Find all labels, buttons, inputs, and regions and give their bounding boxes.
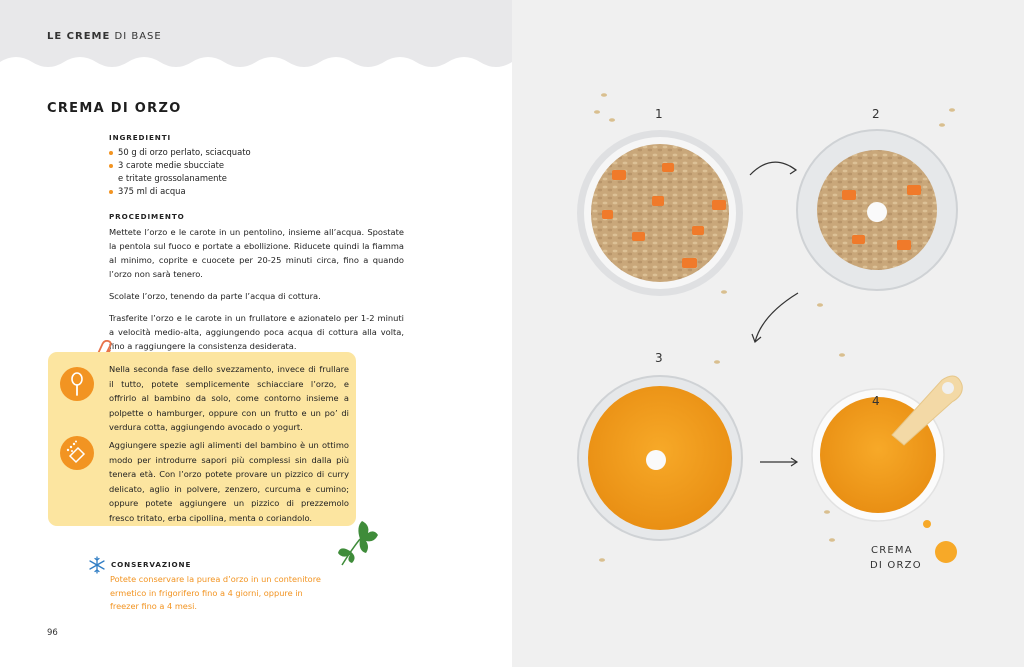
ingredient-item: 50 g di orzo perlato, sciacquato: [109, 146, 409, 159]
procedure-section: [109, 212, 404, 353]
recipe-title: CREMA DI ORZO: [47, 101, 182, 116]
step-number: 2: [872, 107, 880, 121]
conservation-text: Potete conservare la purea d’orzo in un contenitore ermetico in frigorifero fino a 4 giorni, oppure in freezer fino a 4 mesi.: [110, 574, 321, 611]
ingredient-item: 3 carote medie sbucciate e tritate grossolanamente: [109, 159, 409, 185]
page-number: 96: [47, 628, 58, 638]
photo-page: [512, 0, 1024, 667]
procedure-step: Scolate l’orzo, tenendo da parte l’acqua di cottura.: [109, 291, 321, 301]
snowflake-icon: [88, 556, 106, 574]
spice-icon: [60, 436, 94, 470]
step-4-photo: [812, 376, 962, 563]
recipe-step-photos: [512, 0, 1024, 667]
conservation-heading: CONSERVAZIONE: [111, 560, 192, 569]
tips-box: [48, 352, 356, 526]
step-3-photo: [578, 376, 742, 540]
bullet-icon: [109, 151, 113, 155]
ingredient-item: 375 ml di acqua: [109, 185, 409, 198]
procedure-step: Mettete l’orzo e le carote in un pentolino, insieme all’acqua. Spostate la pentola sul fuoco e portate a ebollizione. Riducete quindi la fiamma al minimo, coprite e cuocete per 20-25 minuti circa, fino a quando l’orzo non sarà tenero.: [109, 227, 404, 279]
ingredients-section: [109, 133, 409, 198]
bullet-icon: [109, 190, 113, 194]
procedure-heading: PROCEDIMENTO: [109, 212, 185, 221]
tip-text: Nella seconda fase dello svezzamento, invece di frullare il tutto, potete semplicemente schiacciare l’orzo, e offrirlo al bambino da solo, come contorno insieme a polpette o hamburger, oppure con un frutto e un po’ di verdura cotta, aggiungendo avocado o yogurt.: [109, 364, 349, 433]
step-arrows: [750, 162, 798, 466]
procedure-step: Trasferite l’orzo e le carote in un frullatore e azionatelo per 1-2 minuti a velocità medio-alta, aggiungendo poca acqua di cottura alla volta, fino a raggiungere la consistenza desiderata.: [109, 313, 404, 351]
coriander-leaf-icon: [330, 515, 386, 571]
step-2-photo: [797, 130, 957, 290]
section-label: LE CREME DI BASE: [47, 31, 162, 42]
final-dish-label: CREMA DI ORZO: [870, 545, 922, 571]
step-number: 1: [655, 107, 663, 121]
step-1-photo: [577, 130, 743, 296]
spoon-icon: [60, 367, 94, 401]
step-number: 3: [655, 351, 663, 365]
bullet-icon: [109, 164, 113, 168]
ingredients-heading: INGREDIENTI: [109, 133, 172, 142]
step-number: 4: [872, 394, 880, 408]
ingredients-list: [109, 146, 409, 198]
tip-text: Aggiungere spezie agli alimenti del bambino è un ottimo modo per introdurre sapori più complessi sin dalla più tenera età. Con l’orzo potete provare un pizzico di curry delicato, aglio in polvere, zenzero, curcuma e cumino; oppure potete aggiungere un pizzico di prezzemolo fresco tritato, erba cipollina, menta o coriandolo.: [109, 440, 349, 523]
